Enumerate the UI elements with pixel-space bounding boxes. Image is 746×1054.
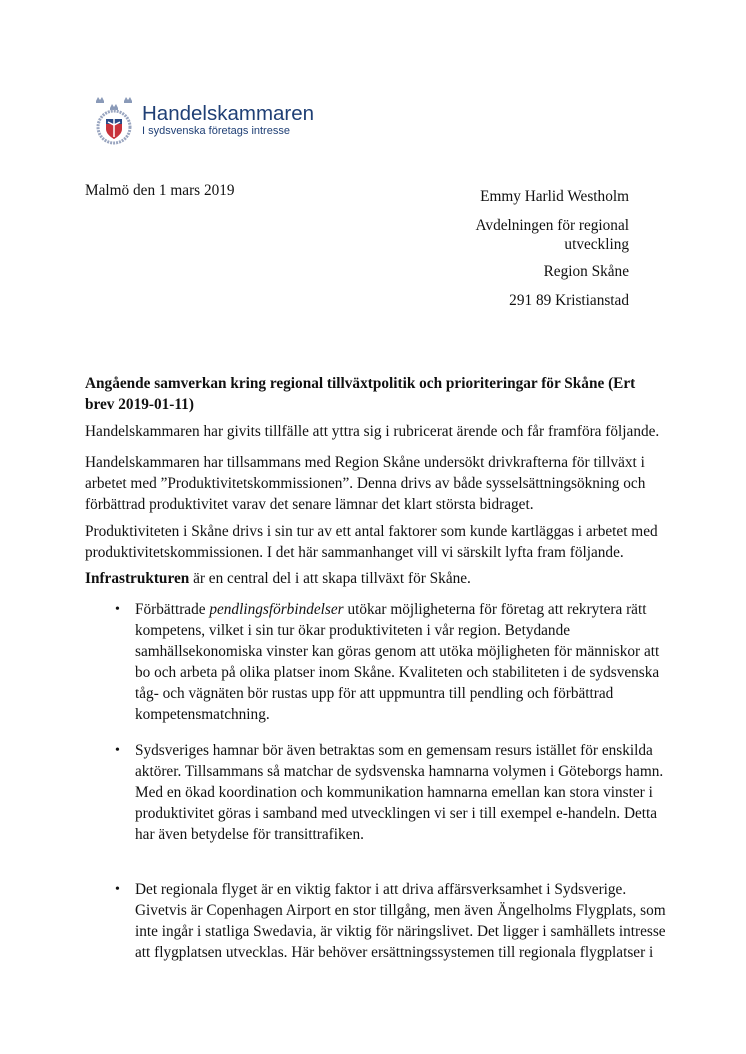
bullet-marker: • bbox=[115, 743, 120, 758]
recipient-org: Region Skåne bbox=[543, 263, 629, 280]
date-line: Malmö den 1 mars 2019 bbox=[85, 182, 235, 199]
italic-term: pendlingsförbindelser bbox=[209, 601, 344, 618]
logo-tagline: I sydsvenska företags intresse bbox=[142, 124, 290, 137]
text: Förbättrade bbox=[135, 601, 210, 618]
text-line: Handelskammaren har givits tillfälle att yttra sig i rubricerat ärende och får framföra följande. bbox=[85, 423, 660, 440]
text-line: kompetens, vilket i sin tur ökar produktiviteten i vår region. Betydande bbox=[135, 622, 571, 639]
bullet-commuting bbox=[135, 599, 659, 725]
text-line: brev 2019-01-11) bbox=[85, 396, 194, 413]
text: utökar möjligheterna för företag att rekrytera rätt bbox=[343, 601, 647, 618]
paragraph-intro bbox=[85, 421, 659, 442]
logo-text bbox=[142, 103, 314, 138]
text-line: att flygplatsen utvecklas. Här behöver ersättningssystemen till regionala flygplatser i bbox=[135, 944, 654, 961]
text-line: inte ingår i statliga Swedavia, är viktig för näringslivet. Det ligger i samhällets intresse bbox=[135, 923, 666, 940]
paragraph-infrastructure bbox=[85, 568, 471, 589]
text-line: bo och arbeta på olika platser inom Skåne. Kvaliteten och stabiliteten i de sydsvenska bbox=[135, 664, 660, 681]
text-line: kompetensmatchning. bbox=[135, 706, 270, 723]
infrastructure-bold: Infrastrukturen bbox=[85, 570, 190, 587]
recipient-name: Emmy Harlid Westholm bbox=[480, 188, 629, 205]
bullet-marker: • bbox=[115, 882, 120, 897]
text-line: Givetvis är Copenhagen Airport en stor tillgång, men även Ängelholms Flygplats, som bbox=[135, 902, 666, 919]
text-line: Det regionala flyget är en viktig faktor i att driva affärsverksamhet i Sydsverige. bbox=[135, 881, 627, 898]
text-line: produktivitet göras i samband med utvecklingen vi ser i till exempel e-handeln. Detta bbox=[135, 805, 658, 822]
infrastructure-text: är en central del i att skapa tillväxt för Skåne. bbox=[189, 570, 471, 587]
bullet-ports bbox=[135, 740, 663, 845]
text-line: tåg- och vägnäten bör rustas upp för att uppmuntra till pendling och förbättrad bbox=[135, 685, 614, 702]
text-line: arbetet med ”Produktivitetskommissionen”. Denna drivs av både sysselsättningsökning och bbox=[85, 475, 646, 492]
bullet-marker: • bbox=[115, 602, 120, 617]
recipient-dept-cont: utveckling bbox=[564, 236, 629, 253]
text-line: har även betydelse för transittrafiken. bbox=[135, 826, 364, 843]
logo bbox=[92, 95, 314, 145]
paragraph-productivity bbox=[85, 521, 658, 563]
text-line: Sydsveriges hamnar bör även betraktas som en gemensam resurs istället för enskilda bbox=[135, 742, 653, 759]
text-line: Handelskammaren har tillsammans med Region Skåne undersökt drivkrafterna för tillväxt i bbox=[85, 454, 645, 471]
recipient-address: 291 89 Kristianstad bbox=[509, 292, 629, 309]
logo-name: Handelskammaren bbox=[142, 101, 315, 125]
bullet-commuting-rest bbox=[135, 620, 659, 725]
bullet-regional-flights bbox=[135, 879, 666, 963]
text-line: Med en ökad koordination och kommunikation hamnarna emellan kan stora vinster i bbox=[135, 784, 653, 801]
text-line: Angående samverkan kring regional tillväxtpolitik och prioriteringar för Skåne (Ert bbox=[85, 375, 636, 392]
text-line: Produktiviteten i Skåne drivs i sin tur av ett antal faktorer som kunde kartläggas i arbetet med bbox=[85, 523, 658, 540]
text-line: aktörer. Tillsammans så matchar de sydsvenska hamnarna volymen i Göteborgs hamn. bbox=[135, 763, 664, 780]
recipient-dept: Avdelningen för regional bbox=[475, 217, 629, 234]
bullet-commuting-first-line bbox=[135, 599, 659, 620]
text-line: produktivitetskommissionen. I det här sammanhanget vill vi särskilt lyfta fram följande. bbox=[85, 544, 624, 561]
subject-heading bbox=[85, 373, 635, 415]
text-line: samhällsekonomiska vinster kan göras genom att utöka möjligheten för människor att bbox=[135, 643, 660, 660]
crest-icon bbox=[92, 95, 136, 145]
paragraph-drivers bbox=[85, 452, 645, 515]
text-line: förbättrad produktivitet varav det senare lämnar det klart största bidraget. bbox=[85, 496, 534, 513]
